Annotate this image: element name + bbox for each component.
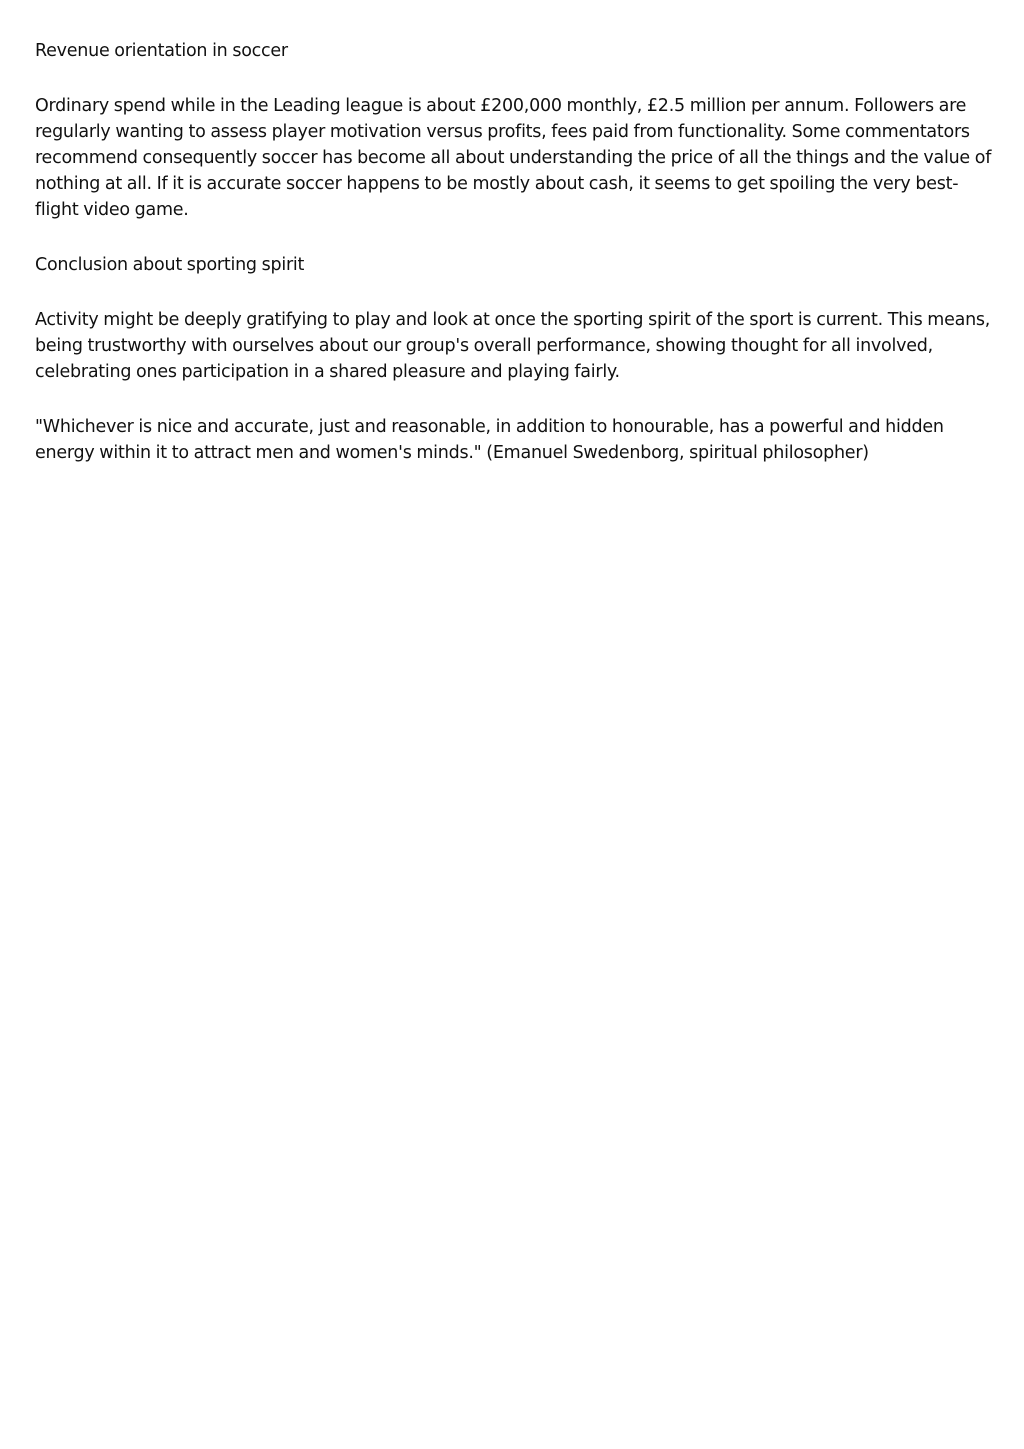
section-heading-revenue: Revenue orientation in soccer [35,41,288,61]
closing-quote: "Whichever is nice and accurate, just and reasonable, in addition to honourable, has a powerful and hidden energy within it to attract men and women's minds." (Emanuel Swedenborg, spiritual philosopher) [35,417,944,463]
document-page [35,38,997,495]
section-body-conclusion: Activity might be deeply gratifying to play and look at once the sporting spirit of the sport is current. This means, being trustworthy with ourselves about our group's overall performance, showing thought for all involved, celebrating ones participation in a shared pleasure and playing fairly. [35,310,991,382]
section-body-revenue: Ordinary spend while in the Leading league is about £200,000 monthly, £2.5 million per annum. Followers are regularly wanting to assess player motivation versus profits, fees paid from functionality. Some commentators recommend consequently soccer has become all about understanding the price of all the things and the value of nothing at all. If it is accurate soccer happens to be mostly about cash, it seems to get spoiling the very best-flight video game. [35,96,992,220]
section-heading-conclusion: Conclusion about sporting spirit [35,255,305,275]
